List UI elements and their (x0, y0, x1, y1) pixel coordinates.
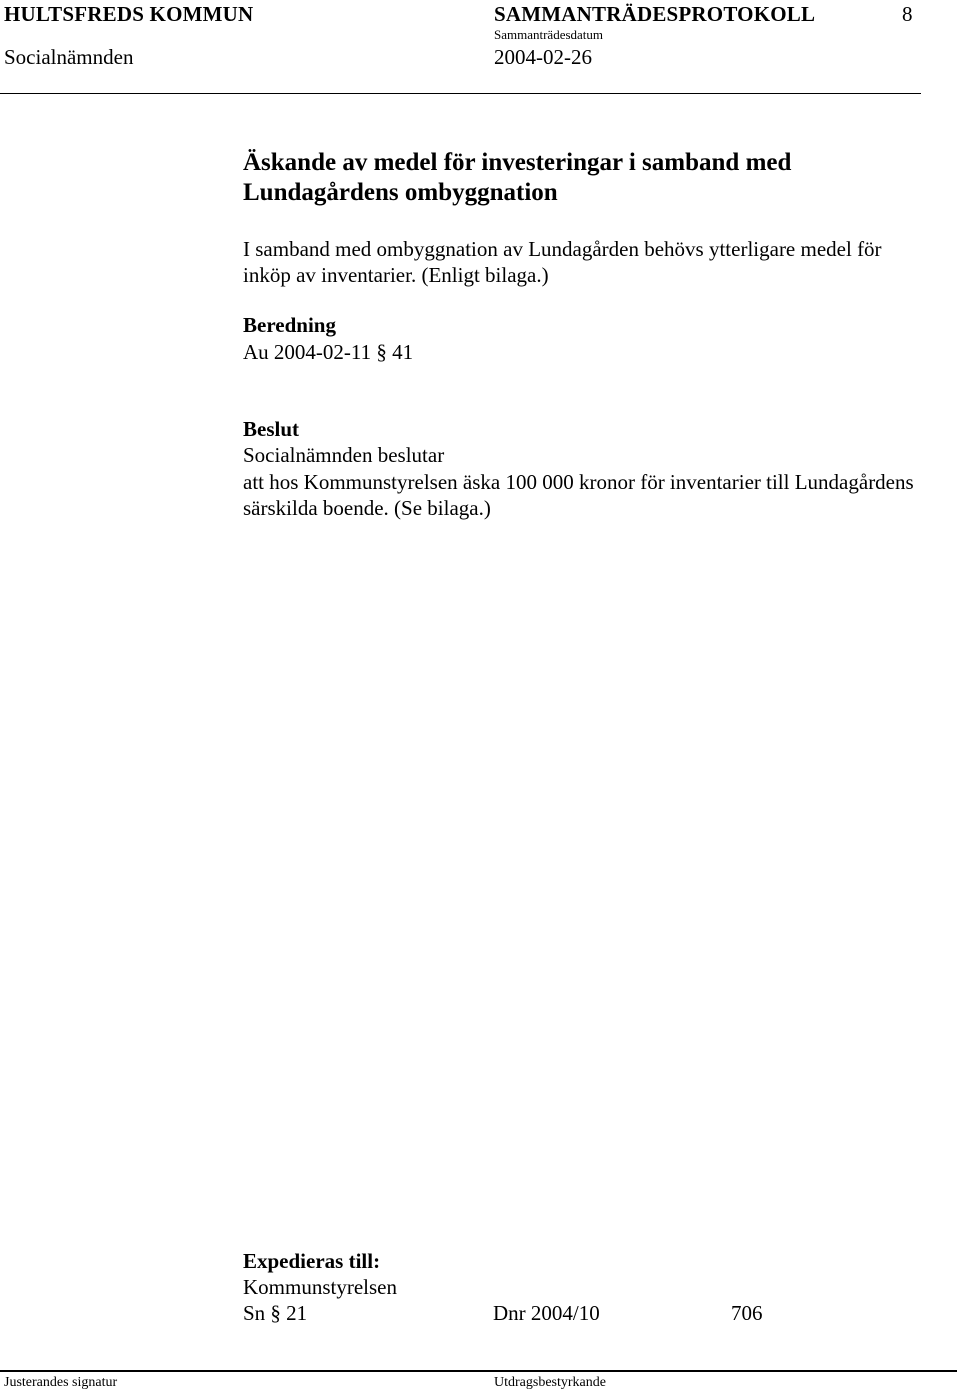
paragraph-reference: Sn § 21 (243, 1301, 308, 1325)
item-title: Äskande av medel för investeringar i samband med Lundagårdens ombyggnation (243, 149, 792, 206)
beslut-heading: Beslut (243, 417, 300, 441)
meeting-date: 2004-02-26 (494, 45, 592, 69)
organization-name: HULTSFREDS KOMMUN (4, 2, 254, 26)
footer-divider (0, 1370, 957, 1372)
page-number: 8 (902, 2, 913, 26)
beredning-reference: Au 2004-02-11 § 41 (243, 340, 414, 364)
meeting-date-label: Sammanträdesdatum (494, 27, 604, 42)
diary-number: Dnr 2004/10 (493, 1301, 600, 1325)
committee-name: Socialnämnden (4, 45, 134, 69)
beslut-text: att hos Kommunstyrelsen äska 100 000 kronor för inventarier till Lundagårdens särskilda boende. (Se bilaga.) (243, 470, 914, 520)
document-type: SAMMANTRÄDESPROTOKOLL (494, 2, 816, 26)
item-intro: I samband med ombyggnation av Lundagården behövs ytterligare medel för inköp av inventarier. (Enligt bilaga.) (243, 237, 882, 287)
signature-label: Justerandes signatur (4, 1375, 118, 1390)
distribution-heading: Expedieras till: (243, 1249, 381, 1273)
distribution-recipient: Kommunstyrelsen (243, 1275, 397, 1299)
beslut-intro: Socialnämnden beslutar (243, 443, 445, 467)
document-number: 706 (731, 1301, 763, 1325)
header-divider (0, 93, 921, 94)
certification-label: Utdragsbestyrkande (494, 1375, 606, 1390)
beredning-heading: Beredning (243, 313, 336, 337)
